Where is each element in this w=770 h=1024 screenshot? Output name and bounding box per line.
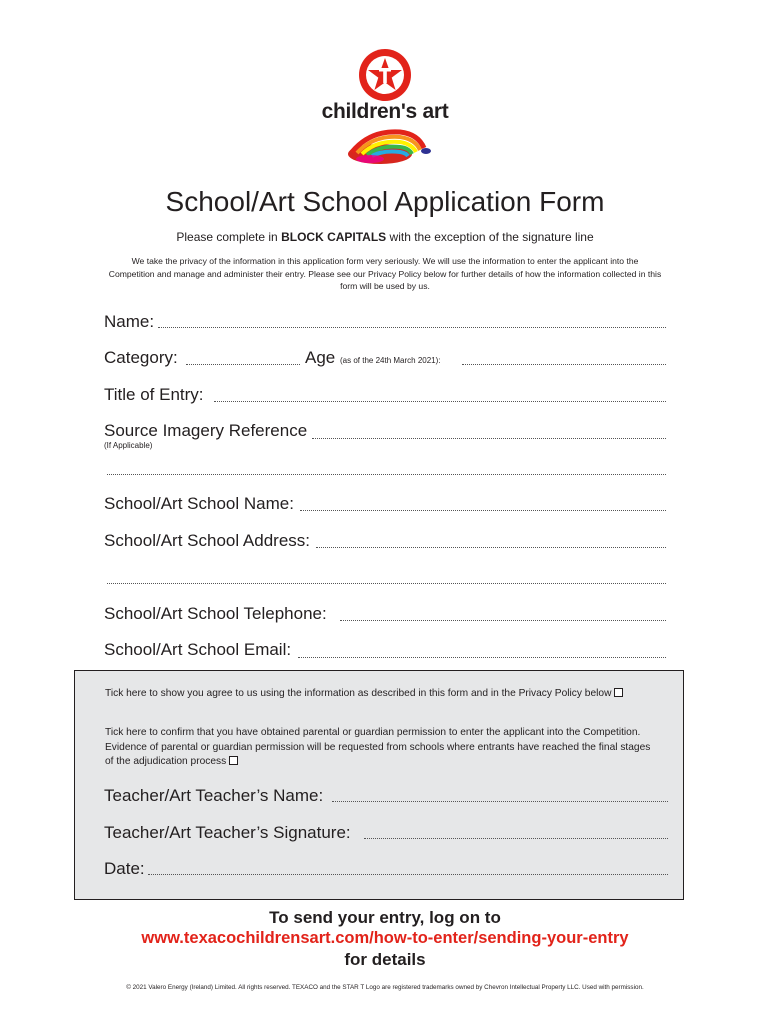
send-instructions: To send your entry, log on to xyxy=(269,908,501,927)
privacy-consent-text xyxy=(105,687,625,702)
teacher-name-field[interactable] xyxy=(332,801,668,802)
send-entry-link[interactable]: www.texacochildrensart.com/how-to-enter/sending-your-entry xyxy=(141,929,629,947)
source-imagery-note: (If Applicable) xyxy=(104,441,153,450)
name-label: Name: xyxy=(104,312,155,331)
school-name-field[interactable] xyxy=(300,510,666,511)
school-address-field-line-2[interactable] xyxy=(107,583,666,584)
name-field[interactable] xyxy=(158,327,666,328)
subtitle-text-end: with the exception of the signature line xyxy=(386,230,594,244)
source-imagery-field[interactable] xyxy=(312,438,666,439)
privacy-consent-label: Tick here to show you agree to us using the information as described in this form and in the Privacy Policy below xyxy=(105,688,612,699)
source-imagery-field-line-2[interactable] xyxy=(107,474,666,475)
category-label: Category: xyxy=(104,348,178,367)
title-of-entry-field[interactable] xyxy=(214,401,666,402)
form-subtitle xyxy=(0,230,770,244)
category-field[interactable] xyxy=(186,364,300,365)
teacher-name-label: Teacher/Art Teacher’s Name: xyxy=(104,786,324,805)
source-imagery-label: Source Imagery Reference xyxy=(104,421,308,440)
school-name-label: School/Art School Name: xyxy=(104,494,294,513)
teacher-signature-field[interactable] xyxy=(364,838,668,839)
school-email-field[interactable] xyxy=(298,657,666,658)
subtitle-emphasis: BLOCK CAPITALS xyxy=(281,230,387,244)
privacy-notice: We take the privacy of the information in this application form very seriously. We will use the information to enter the applicant into the Competition and manage and administer their entry. Please see our Privacy Policy below for further details of how the information collected in this form will be used by us. xyxy=(108,256,662,291)
send-instructions-end: for details xyxy=(344,950,426,969)
teacher-signature-label: Teacher/Art Teacher’s Signature: xyxy=(104,823,351,842)
school-address-label: School/Art School Address: xyxy=(104,531,311,550)
school-email-label: School/Art School Email: xyxy=(104,640,292,659)
title-of-entry-label: Title of Entry: xyxy=(104,385,204,404)
age-label: Age xyxy=(305,348,336,367)
copyright-notice: © 2021 Valero Energy (Ireland) Limited. All rights reserved. TEXACO and the STAR T Logo are registered trademarks owned by Chevron Intellectual Property LLC. Used with permission. xyxy=(126,984,644,991)
date-label: Date: xyxy=(104,859,145,878)
school-telephone-label: School/Art School Telephone: xyxy=(104,604,327,623)
date-field[interactable] xyxy=(148,874,668,875)
age-note: (as of the 24th March 2021): xyxy=(340,356,441,365)
school-telephone-field[interactable] xyxy=(340,620,666,621)
privacy-consent-checkbox[interactable] xyxy=(614,688,623,697)
parental-permission-label: Tick here to confirm that you have obtained parental or guardian permission to enter the applicant into the Competition. Evidence of parental or guardian permission will be requested from schools where entrants have reached the final stages of the adjudication process xyxy=(105,727,651,767)
consent-box xyxy=(74,670,684,900)
parental-permission-checkbox[interactable] xyxy=(229,756,238,765)
form-title: School/Art School Application Form xyxy=(165,186,605,217)
school-address-field[interactable] xyxy=(316,547,666,548)
subtitle-text: Please complete in xyxy=(176,230,282,244)
rainbow-paint-splash-icon xyxy=(340,126,432,166)
age-field[interactable] xyxy=(462,364,666,365)
parental-permission-text xyxy=(105,726,660,770)
logo-wordmark: children's art xyxy=(321,100,449,123)
texaco-star-logo xyxy=(358,48,412,102)
